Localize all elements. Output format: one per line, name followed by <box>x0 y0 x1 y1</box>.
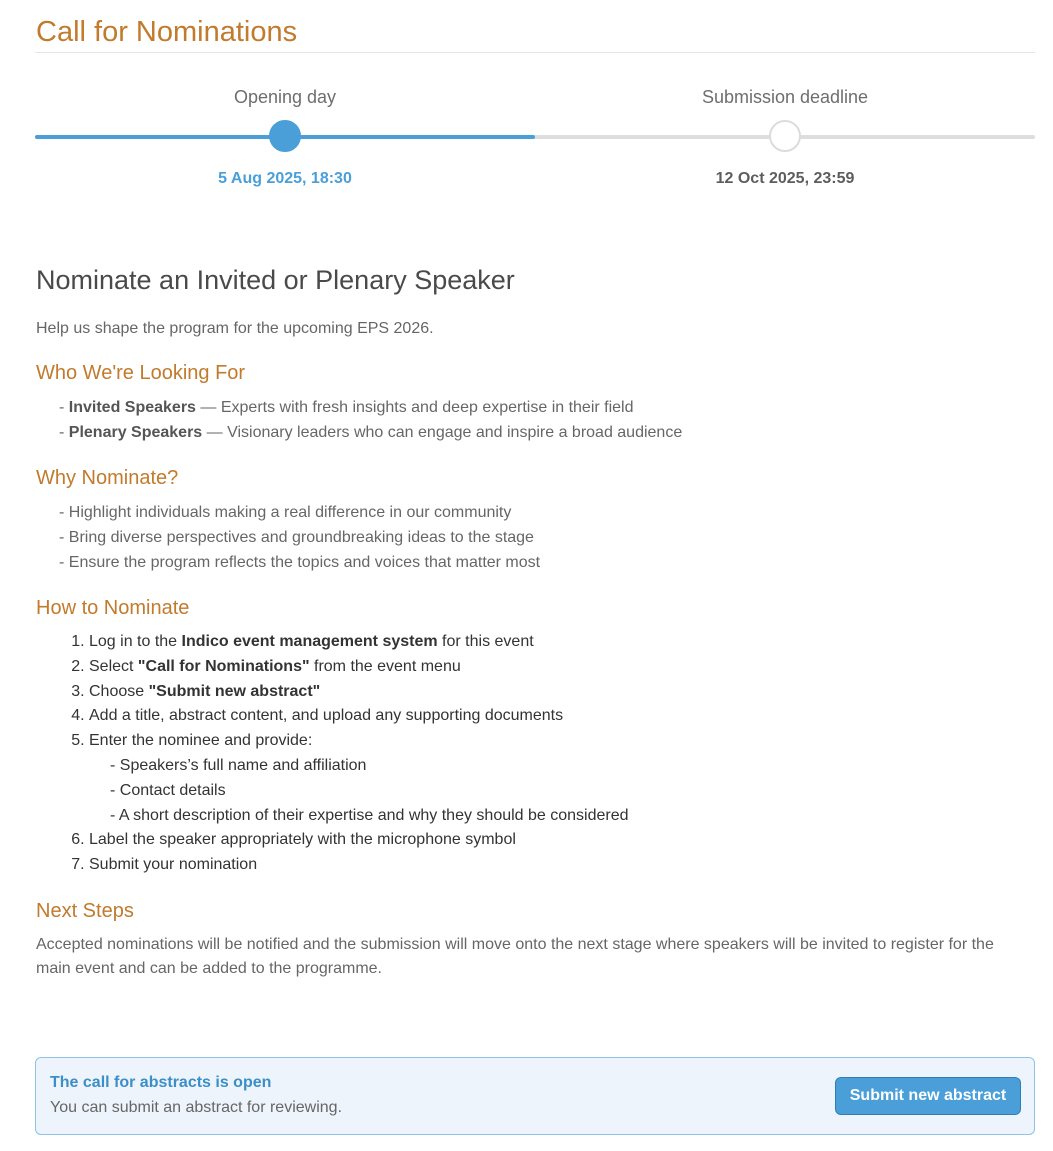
timeline-track <box>35 135 1035 139</box>
call-open-notice <box>35 1057 1035 1135</box>
why-list <box>36 500 1031 575</box>
section-heading-next: Next Steps <box>36 899 134 922</box>
timeline-step-date: 12 Oct 2025, 23:59 <box>715 170 855 187</box>
section-heading-why: Why Nominate? <box>36 467 179 489</box>
step-item: 5. Enter the nominee and provide: - Speakers’s full name and affiliation - Contact details - A short description of their expertise and why they should be considered <box>89 729 1031 828</box>
submit-new-abstract-button[interactable]: Submit new abstract <box>835 1077 1021 1115</box>
list-item: - Ensure the program reflects the topics and voices that matter most <box>59 554 541 571</box>
page-title: Call for Nominations <box>36 16 298 48</box>
sub-item: - Contact details <box>110 781 226 799</box>
speaker-type-description: — Visionary leaders who can engage and inspire a broad audience <box>202 424 683 441</box>
list-prefix: - <box>59 424 69 441</box>
list-item <box>59 420 1031 445</box>
step-item: 1. Log in to the Indico event management system for this event <box>89 630 1031 655</box>
nominee-details-list <box>89 754 1031 828</box>
step-item: 4. Add a title, abstract content, and upload any supporting documents <box>89 704 1031 729</box>
timeline-step-date: 5 Aug 2025, 18:30 <box>218 170 352 187</box>
step-item: 2. Select "Call for Nominations" from the event menu <box>89 655 1031 680</box>
speaker-type: Invited Speakers <box>68 399 196 416</box>
looking-for-list <box>36 395 1031 445</box>
description-heading: Nominate an Invited or Plenary Speaker <box>36 265 515 295</box>
speaker-type-description: — Experts with fresh insights and deep expertise in their field <box>195 399 634 416</box>
timeline-step-opening <box>135 80 435 187</box>
step-emphasis: Indico event management system <box>181 633 438 650</box>
notice-text: You can submit an abstract for reviewing. <box>50 1099 343 1116</box>
call-description <box>36 262 1031 982</box>
list-item: - Highlight individuals making a real difference in our community <box>59 504 512 521</box>
step-emphasis: "Call for Nominations" <box>137 657 310 675</box>
step-item: 3. Choose "Submit new abstract" <box>89 680 1031 705</box>
step-item: 7. Submit your nomination <box>89 853 1031 878</box>
timeline <box>35 80 1035 200</box>
timeline-step-deadline <box>635 80 935 187</box>
timeline-step-label: Submission deadline <box>701 87 869 107</box>
list-item <box>59 395 1031 420</box>
timeline-dot-pending <box>769 120 801 152</box>
list-item: - Bring diverse perspectives and groundbreaking ideas to the stage <box>59 529 534 546</box>
section-heading-looking-for: Who We're Looking For <box>36 362 246 384</box>
list-prefix: - <box>59 399 69 416</box>
intro-text: Help us shape the program for the upcoming EPS 2026. <box>36 320 434 337</box>
next-steps-text: Accepted nominations will be notified and the submission will move onto the next stage where speakers will be invited to register for the main event and can be added to the programme. <box>36 935 994 978</box>
step-emphasis: "Submit new abstract" <box>148 682 321 700</box>
timeline-step-label: Opening day <box>233 87 337 107</box>
speaker-type: Plenary Speakers <box>68 424 203 441</box>
timeline-dot-active <box>269 120 301 152</box>
notice-title: The call for abstracts is open <box>50 1074 272 1091</box>
title-divider <box>35 52 1035 53</box>
how-to-steps <box>36 630 1031 878</box>
step-item: 6. Label the speaker appropriately with the microphone symbol <box>89 828 1031 853</box>
section-heading-how: How to Nominate <box>36 597 190 619</box>
sub-item: - Speakers’s full name and affiliation <box>110 756 367 774</box>
sub-item: - A short description of their expertise and why they should be considered <box>110 806 629 824</box>
